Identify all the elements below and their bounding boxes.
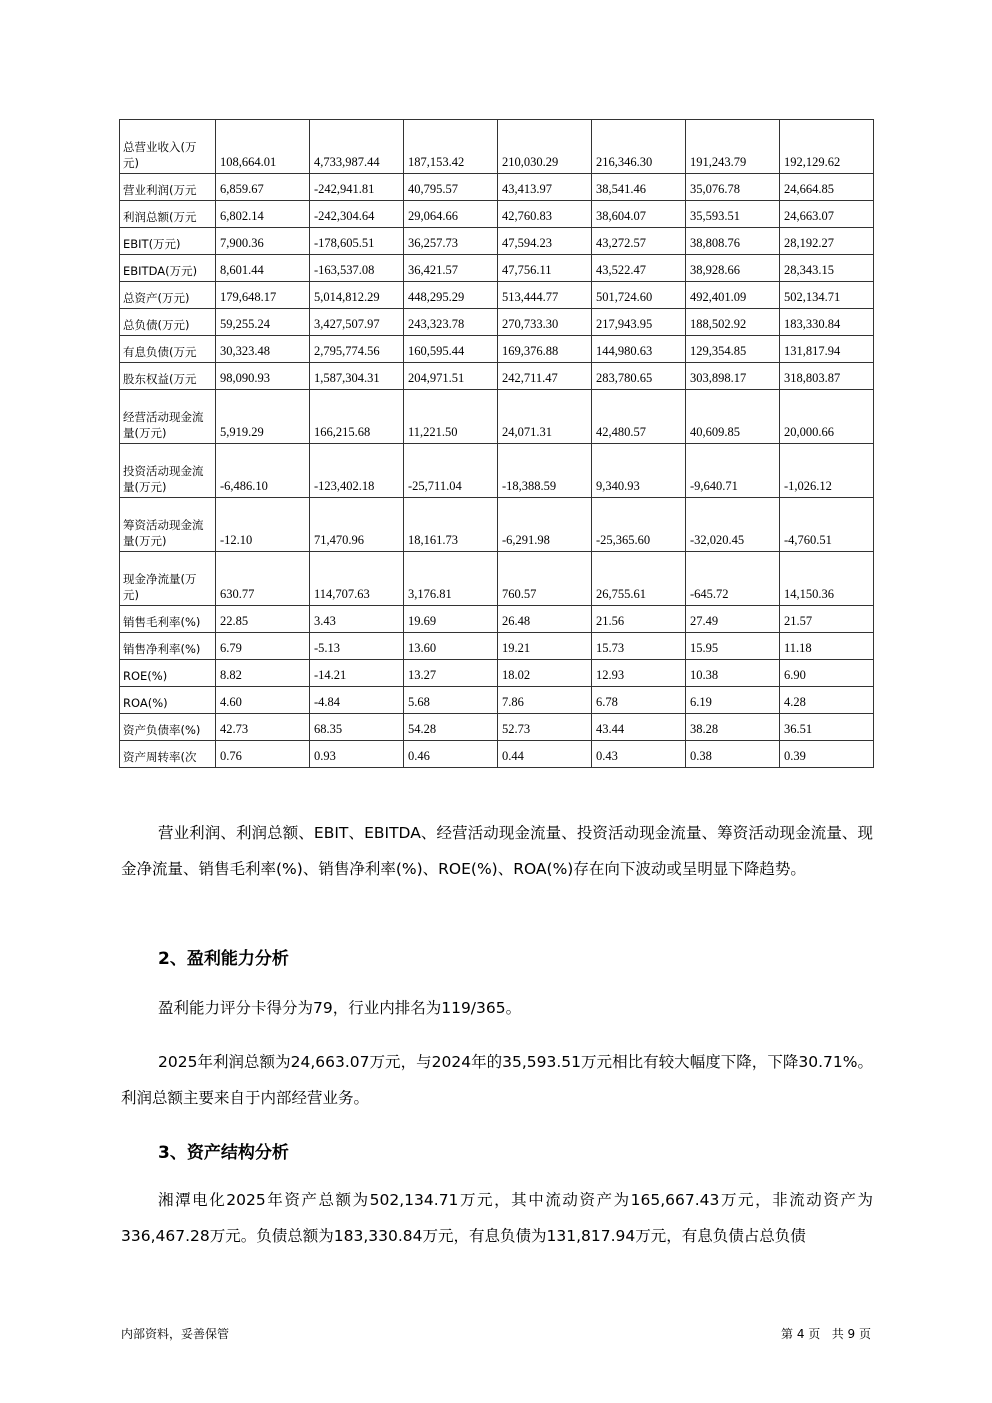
table-cell: 3,427,507.97 [310,309,404,336]
table-cell: -242,304.64 [310,201,404,228]
profit-change-paragraph: 2025年利润总额为24,663.07万元，与2024年的35,593.51万元相比有较大幅度下降，下降30.71%。利润总额主要来自于内部经营业务。 [121,1053,873,1107]
table-cell: 216,346.30 [592,120,686,174]
table-row [120,714,874,741]
table-cell: 4,733,987.44 [310,120,404,174]
table-cell: 13.60 [404,633,498,660]
table-row [120,552,874,606]
table-cell: 8,601.44 [216,255,310,282]
table-cell: 6.79 [216,633,310,660]
table-row [120,444,874,498]
table-cell: 18.02 [498,660,592,687]
table-row [120,741,874,768]
table-cell: 191,243.79 [686,120,780,174]
footer-confidential-note: 内部资料，妥善保管 [121,1327,230,1341]
table-cell: 2,795,774.56 [310,336,404,363]
table-row [120,174,874,201]
table-cell: 38,541.46 [592,174,686,201]
table-cell: 6.78 [592,687,686,714]
table-row [120,309,874,336]
table-cell: 187,153.42 [404,120,498,174]
table-cell: 160,595.44 [404,336,498,363]
table-cell: 43,272.57 [592,228,686,255]
table-cell: 6.19 [686,687,780,714]
table-cell: 3,176.81 [404,552,498,606]
table-cell: 108,664.01 [216,120,310,174]
table-cell: 129,354.85 [686,336,780,363]
table-cell: 6,859.67 [216,174,310,201]
table-cell: -242,941.81 [310,174,404,201]
table-cell: 0.43 [592,741,686,768]
table-row [120,498,874,552]
trend-summary-paragraph: 营业利润、利润总额、EBIT、EBITDA、经营活动现金流量、投资活动现金流量、筹资活动现金流量、现金净流量、销售毛利率(%)、销售净利率(%)、ROE(%)、ROA(%)存在向下波动或呈明显下降趋势。 [121,824,873,878]
table-cell: 502,134.71 [780,282,874,309]
table-cell: 242,711.47 [498,363,592,390]
table-cell: 13.27 [404,660,498,687]
table-cell: 42,480.57 [592,390,686,444]
table-cell: -14.21 [310,660,404,687]
row-label: 经营活动现金流量(万元) [120,390,216,444]
table-row [120,120,874,174]
table-cell: 513,444.77 [498,282,592,309]
table-cell: 179,648.17 [216,282,310,309]
table-cell: 42.73 [216,714,310,741]
table-cell: 169,376.88 [498,336,592,363]
table-cell: -25,711.04 [404,444,498,498]
row-label: EBIT(万元) [120,228,216,255]
table-cell: 0.39 [780,741,874,768]
table-cell: -25,365.60 [592,498,686,552]
table-cell: 12.93 [592,660,686,687]
table-cell: 28,343.15 [780,255,874,282]
table-cell: 42,760.83 [498,201,592,228]
table-cell: -4.84 [310,687,404,714]
table-cell: 283,780.65 [592,363,686,390]
table-cell: 8.82 [216,660,310,687]
profitability-score-paragraph: 盈利能力评分卡得分为79，行业内排名为119/365。 [158,999,522,1017]
table-cell: 6.90 [780,660,874,687]
table-cell: 4.60 [216,687,310,714]
row-label: 总营业收入(万元) [120,120,216,174]
table-cell: -32,020.45 [686,498,780,552]
table-cell: 3.43 [310,606,404,633]
table-cell: 68.35 [310,714,404,741]
table-cell: -4,760.51 [780,498,874,552]
table-cell: 5,014,812.29 [310,282,404,309]
row-label: ROE(%) [120,660,216,687]
table-cell: 47,594.23 [498,228,592,255]
table-cell: 4.28 [780,687,874,714]
table-cell: 20,000.66 [780,390,874,444]
table-row [120,255,874,282]
table-cell: -6,291.98 [498,498,592,552]
asset-structure-paragraph: 湘潭电化2025年资产总额为502,134.71万元，其中流动资产为165,667.43万元，非流动资产为336,467.28万元。负债总额为183,330.84万元，有息负债为131,817.94万元，有息负债占总负债 [121,1191,873,1245]
table-cell: 204,971.51 [404,363,498,390]
table-cell: 0.38 [686,741,780,768]
table-row [120,660,874,687]
table-cell: 40,795.57 [404,174,498,201]
table-cell: 26.48 [498,606,592,633]
table-cell: 318,803.87 [780,363,874,390]
table-cell: -123,402.18 [310,444,404,498]
table-cell: 0.44 [498,741,592,768]
row-label: 资产负债率(%) [120,714,216,741]
table-cell: 492,401.09 [686,282,780,309]
table-cell: 19.21 [498,633,592,660]
table-cell: 43,522.47 [592,255,686,282]
table-cell: 1,587,304.31 [310,363,404,390]
table-cell: 183,330.84 [780,309,874,336]
table-cell: 0.76 [216,741,310,768]
row-label: 总负债(万元) [120,309,216,336]
table-cell: -178,605.51 [310,228,404,255]
row-label: 有息负债(万元 [120,336,216,363]
row-label: 资产周转率(次 [120,741,216,768]
table-cell: 21.56 [592,606,686,633]
table-cell: 36,257.73 [404,228,498,255]
table-cell: 6,802.14 [216,201,310,228]
table-cell: 11,221.50 [404,390,498,444]
row-label: 投资活动现金流量(万元) [120,444,216,498]
table-row [120,633,874,660]
table-row [120,228,874,255]
table-cell: 5.68 [404,687,498,714]
table-cell: 217,943.95 [592,309,686,336]
table-row [120,336,874,363]
table-cell: 9,340.93 [592,444,686,498]
table-cell: -645.72 [686,552,780,606]
table-cell: -5.13 [310,633,404,660]
table-cell: 52.73 [498,714,592,741]
table-cell: 19.69 [404,606,498,633]
table-cell: 43.44 [592,714,686,741]
table-cell: 35,076.78 [686,174,780,201]
section-heading-profitability: 2、盈利能力分析 [158,949,289,969]
table-row [120,390,874,444]
table-cell: 0.46 [404,741,498,768]
row-label: 利润总额(万元 [120,201,216,228]
table-cell: 501,724.60 [592,282,686,309]
row-label: 销售净利率(%) [120,633,216,660]
row-label: 筹资活动现金流量(万元) [120,498,216,552]
table-cell: -9,640.71 [686,444,780,498]
table-cell: 38,808.76 [686,228,780,255]
table-cell: 98,090.93 [216,363,310,390]
table-cell: 192,129.62 [780,120,874,174]
table-cell: 22.85 [216,606,310,633]
row-label: EBITDA(万元) [120,255,216,282]
table-cell: 14,150.36 [780,552,874,606]
table-cell: 24,663.07 [780,201,874,228]
table-cell: 15.95 [686,633,780,660]
table-cell: 7.86 [498,687,592,714]
table-cell: 40,609.85 [686,390,780,444]
table-cell: 36,421.57 [404,255,498,282]
table-cell: 10.38 [686,660,780,687]
table-cell: 21.57 [780,606,874,633]
table-cell: 11.18 [780,633,874,660]
table-cell: 448,295.29 [404,282,498,309]
table-cell: 27.49 [686,606,780,633]
row-label: 现金净流量(万元) [120,552,216,606]
table-cell: -163,537.08 [310,255,404,282]
row-label: 总资产(万元) [120,282,216,309]
financial-table [119,119,874,768]
row-label: ROA(%) [120,687,216,714]
table-cell: 166,215.68 [310,390,404,444]
financial-table-body [120,120,874,768]
table-row [120,201,874,228]
table-cell: 47,756.11 [498,255,592,282]
table-cell: 114,707.63 [310,552,404,606]
table-cell: 43,413.97 [498,174,592,201]
table-cell: 210,030.29 [498,120,592,174]
row-label: 股东权益(万元 [120,363,216,390]
table-cell: 630.77 [216,552,310,606]
table-cell: -6,486.10 [216,444,310,498]
table-cell: 760.57 [498,552,592,606]
table-cell: 270,733.30 [498,309,592,336]
table-cell: 24,664.85 [780,174,874,201]
table-row [120,363,874,390]
table-cell: 0.93 [310,741,404,768]
table-cell: 71,470.96 [310,498,404,552]
table-cell: 29,064.66 [404,201,498,228]
table-cell: 38.28 [686,714,780,741]
table-cell: 59,255.24 [216,309,310,336]
table-cell: 303,898.17 [686,363,780,390]
table-cell: 36.51 [780,714,874,741]
footer-page-number: 第 4 页 共 9 页 [781,1327,871,1341]
table-cell: 5,919.29 [216,390,310,444]
table-cell: 24,071.31 [498,390,592,444]
table-cell: 243,323.78 [404,309,498,336]
row-label: 营业利润(万元 [120,174,216,201]
table-cell: -12.10 [216,498,310,552]
table-cell: 144,980.63 [592,336,686,363]
row-label: 销售毛利率(%) [120,606,216,633]
table-cell: -18,388.59 [498,444,592,498]
table-cell: 38,604.07 [592,201,686,228]
table-cell: 30,323.48 [216,336,310,363]
table-cell: 7,900.36 [216,228,310,255]
table-cell: 26,755.61 [592,552,686,606]
table-row [120,282,874,309]
table-cell: 35,593.51 [686,201,780,228]
table-row [120,687,874,714]
table-cell: 38,928.66 [686,255,780,282]
table-cell: 131,817.94 [780,336,874,363]
table-cell: 188,502.92 [686,309,780,336]
table-row [120,606,874,633]
table-cell: 54.28 [404,714,498,741]
table-cell: -1,026.12 [780,444,874,498]
table-cell: 15.73 [592,633,686,660]
table-cell: 28,192.27 [780,228,874,255]
section-heading-asset-structure: 3、资产结构分析 [158,1143,289,1163]
table-cell: 18,161.73 [404,498,498,552]
